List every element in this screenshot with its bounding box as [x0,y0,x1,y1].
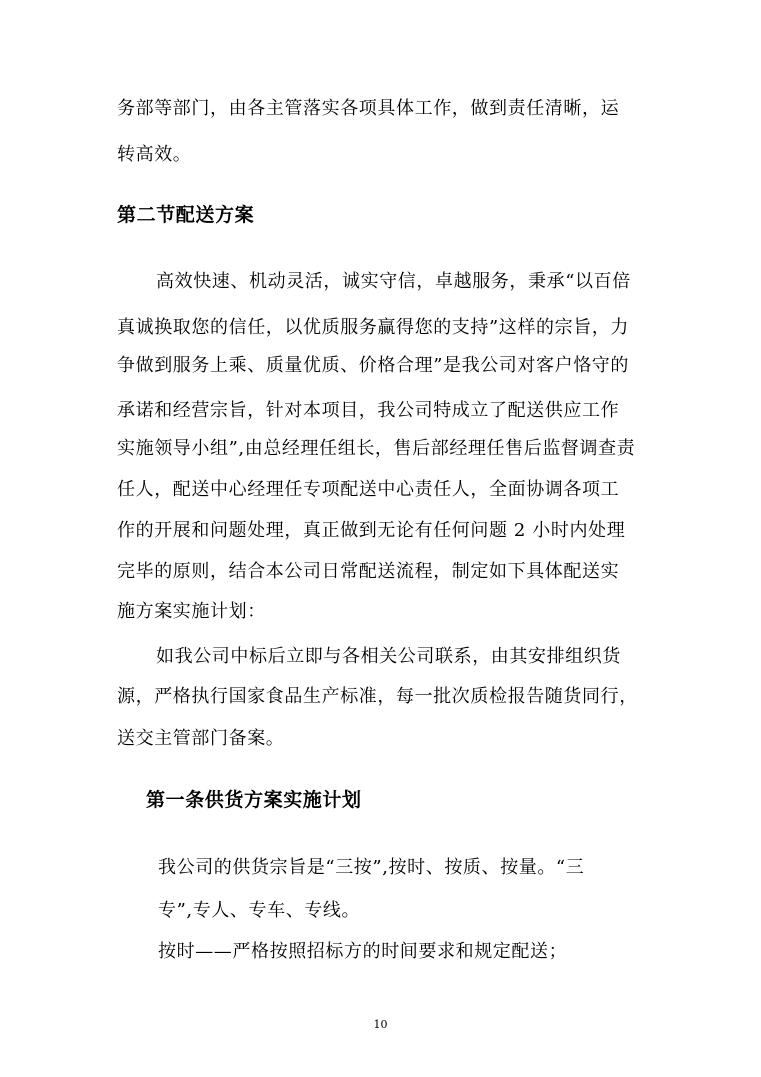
main-line-1: 高效快速、机动灵活，诚实守信，卓越服务，秉承“以百倍 [156,271,631,292]
page-number: 10 [373,1018,388,1031]
principle-line-3: 按时——严格按照招标方的时间要求和规定配送； [158,941,568,962]
main-line-8: 完毕的原则，结合本公司日常配送流程，制定如下具体配送实 [117,561,620,582]
intro-line-1: 务部等部门，由各主管落实各项具体工作，做到责任清晰，运 [117,98,620,119]
main-line-4: 承诺和经营宗旨，针对本项目，我公司特成立了配送供应工作 [117,400,620,421]
main-line-9: 施方案实施计划： [117,601,266,622]
intro-line-2: 转高效。 [117,144,192,165]
main-line-6: 任人，配送中心经理任专项配送中心责任人，全面协调各项工 [117,479,620,500]
article-heading: 第一条供货方案实施计划 [146,789,362,811]
principle-line-2: 专”,专人、专车、专线。 [158,900,361,921]
section-heading: 第二节配送方案 [117,204,255,226]
main-line-2: 真诚换取您的信任，以优质服务赢得您的支持”这样的宗旨，力 [117,317,629,338]
supply-line-1: 如我公司中标后立即与各相关公司联系，由其安排组织货 [156,646,621,667]
principle-line-1: 我公司的供货宗旨是“三按”,按时、按质、按量。“三 [158,857,585,878]
supply-line-3: 送交主管部门备案。 [117,728,285,749]
main-line-3: 争做到服务上乘、质量优质、价格合理”是我公司对客户恪守的 [117,355,629,376]
main-line-7: 作的开展和问题处理，真正做到无论有任何问题 2 小时内处理 [117,520,626,541]
main-line-5: 实施领导小组”,由总经理任组长，售后部经理任售后监督调查责 [117,438,636,459]
supply-line-2: 源，严格执行国家食品生产标准，每一批次质检报告随货同行， [117,686,638,707]
